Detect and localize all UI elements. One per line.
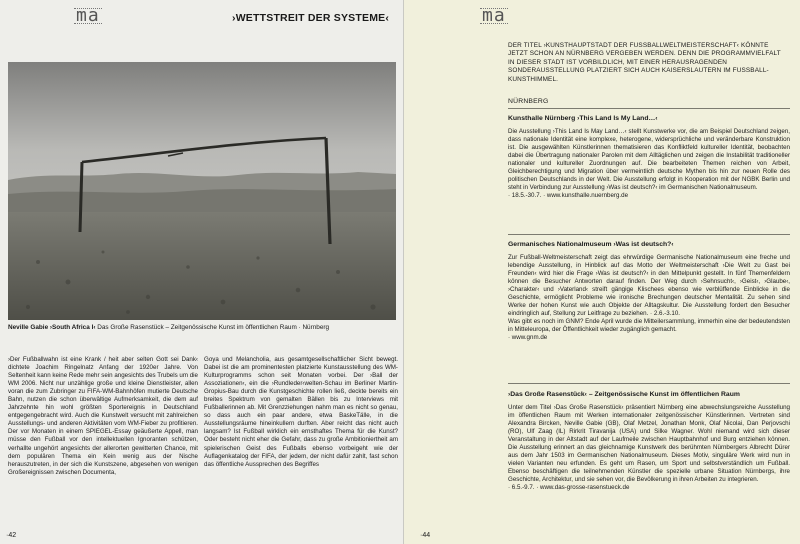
section-heading: Kunsthalle Nürnberg ›This Land Is My Land…‹ xyxy=(508,115,658,122)
article-column-1: ›Der Fußballwahn ist eine Krank / heit aber selten Gott sei Dank‹ dichtete Joachim Ringelnatz Anfang der 1920er Jahre. Von Seltenheit kann keine Rede mehr sein angesichts des Trubels um die WM 2006. Nicht nur unzählige große und kleine Dienstleister, allen voran die zum Zubringer zu FIFA-WM-Bahnhöfen mutierte Deutsche Bahn, nutzen die schon überwältige Aufmerksamkeit, die dem auf Jahrzehnte hin wohl größten Sportereignis in Deutschland entgegengebracht wird. Auch die Kunstwelt versucht mit zahlreichen Ausstellungs- und anderen Aktivitäten vom WM-Fieber zu profitieren. Der vor Monaten in einem SPIEGEL-Essay geäußerte Appell, man müsse den Fußball vor den intellektuellen Ignoranten schützen, verhallte ungehört angesichts der allerorten gewitterten Chance, mit dem populären Thema ein Kein wenig aus der Nische herauszutreten, in der sich die Kunstszene, abgesehen von wenigen Großereignissen zwischen Documenta, xyxy=(8,356,198,476)
page-header-title: ›WETTSTREIT DER SYSTEME‹ xyxy=(232,12,390,24)
section-rasenstueck xyxy=(508,390,790,493)
section-info: · 6.5.-9.7. · www.das-grosse-rasenstueck.de xyxy=(508,484,630,492)
section-heading: Germanisches Nationalmuseum ›Was ist deutsch?‹ xyxy=(508,241,674,248)
divider xyxy=(508,234,790,235)
section-body: Unter dem Titel ›Das Große Rasenstück‹ präsentiert Nürnberg eine abwechslungsreiche Ausstellung im öffentlichen Raum mit Werken internationaler zeitgenössischer Künstlerinnen. Vertreten sind Alexandra Bircken, Neville Gabie (GB), Olaf Metzel, Jonathan Monk, Olaf Nicolai, Dan Perjovschi (RO), Ulf Zaag (IL) Rirkrit Tiravanija (USA) und Silke Wagner. Wohl niemand wird sich dieser Veranstaltung in der Altstadt auf der Laufmeile zwischen Hauptbahnhof und Burg entziehen können. Die Ausstellung erinnert an das gleichnamige Kunstwerk des berühmten Nürnbergers Albrecht Dürer aus dem Jahr 1503 im Germanischen Nationalmuseum. Dieses Motiv, singuläre Werk wird nun in vielen Varianten neu erfunden. Es geht um Rasen, um Sport und selbstverständlich um Fußball. Ebenso beschäftigen die teilnehmenden Künstler die spezielle urbane Situation Nürnbergs, ihre Geschichte, Architektur, und sie sehen vor, die Bevölkerung in ihren Arbeiten zu integrieren. xyxy=(508,404,790,484)
magazine-logo: ma xyxy=(76,5,100,26)
section-extra: Was gibt es noch im GNM? Ende April wurde die Mitteilersammlung, immerhin eine der bedeutendsten in Mitteleuropa, der Öffentlichkeit wieder zugänglich gemacht. xyxy=(508,318,790,334)
intro-paragraph: DER TITEL ›KUNSTHAUPTSTADT DER FUSSBALLWELTMEISTERSCHAFT‹ KÖNNTE JETZT SCHON AN NÜRNBERG VERGEBEN WERDEN. DENN DIE PROGRAMMVIELFALT IN DIESER STADT IST VORBILDLICH, MIT EINER HERAUSRAGENDEN SONDERAUSSTELLUNG PLATZIERT SICH AUCH KAISERSLAUTERN IM FUSSBALL-KUNSTHIMMEL. xyxy=(508,42,781,83)
section-gnm xyxy=(508,240,790,343)
page-number: ·44 xyxy=(420,532,431,539)
goalpost-photo-drawing xyxy=(8,62,396,320)
divider xyxy=(508,383,790,384)
caption-text: Das Große Rasenstück – Zeitgenössische Kunst im öffentlichen Raum · Nürnberg xyxy=(95,324,330,331)
section-info: · 18.5.-30.7. · www.kunsthalle.nuernberg.de xyxy=(508,192,629,200)
divider xyxy=(508,108,790,109)
section-kunsthalle xyxy=(508,114,790,200)
photo-caption xyxy=(8,324,398,332)
section-body: Zur Fußball-Weltmeisterschaft zeigt das ehrwürdige Germanische Nationalmuseum eine freche und lebendige Ausstellung, in Hinblick auf das Motto der Weltmeisterschaft ›Die Welt zu Gast bei Freunden‹ wird hier die Frage ›Was ist deutsch?‹ in den Mittelpunkt gestellt. In fünf Themenfeldern können die Besucher Antworten darauf finden. Der Weg durch ›Sehnsucht‹, ›Geist‹, ›Glaube‹, ›Charakter‹ und ›Vaterland‹ streift gängige Klischees ebenso wie verblüffende Einblicke in die Geschichte, ermöglicht Probleme wie ironische Brechungen deutscher Mentalität. Zu sehen sind Werke der hohen Kunst wie auch Objekte der Alltagskultur. Die Ausstellung fordert den Besucher eindringlich auf, Stellung zur Leitfrage zu beziehen. · 2.6.-3.10. xyxy=(508,254,790,318)
goalpost-photo xyxy=(8,62,396,320)
magazine-logo: ma xyxy=(482,5,506,26)
article-column-2: Goya und Melancholia, aus gesamtgesellschaftlicher Sicht bewegt. Dabei ist die am prominentesten platzierte Kunstausstellung des WM-Kulturprogramms schon seit Monaten vorbei. Der ›Ball der Assoziationen‹, ein die ›Rundleder‹welten-Schau im Berliner Martin-Gropius-Bau durch die Kunstgeschichte rollen ließ, deckte bereits ein breites Spektrum von gemalten Bällen bis zu Interviews mit Fußballerinnen ab. Mit Grenzziehungen nahm man es nicht so genau, so dass auch ein paar andere, etwa BaskeTälle, in die Ausstellungsräume hineinkullern durften. Aber reicht das nicht auch langsam? Ist Fußball wirklich ein ernsthaftes Thema für die Kunst? Oder besteht nicht eher die Gefahr, dass zu große Ambitioniertheit am spielerischen Geist des Fußballs ebenso vorbeigeht wie der Auflagenkatalog der FIFA, der jedem, der nicht dafür zahlt, fast schon das öffentliche Aussprechen des Begriffes xyxy=(204,356,398,468)
section-info: · www.gnm.de xyxy=(508,334,548,342)
city-heading: NÜRNBERG xyxy=(508,98,549,105)
right-page xyxy=(404,0,800,544)
caption-artist: Neville Gabie ›South Africa I‹ xyxy=(8,324,96,331)
page-number: ·42 xyxy=(6,532,17,539)
section-body: Die Ausstellung ›This Land Is May Land…‹ stellt Kunstwerke vor, die am Beispiel Deutschland zeigen, dass nationale Identität eine komplexe, heterogene, widersprüchliche und veränderbare Konstruktion ist. Die ausgewählten Künstlerinnen thematisieren das Konfliktfeld kultureller Identität, beobachten dabei die Übertragung nationaler Parolen mit dem Alltäglichen und zeigen die Instabilität traditioneller nationaler und kultureller Zuordnungen auf. Die bearbeiteten Themen reichen von Arbeit, Gleichberechtigung und Migration über vermeintlich deutsche Mythen bis hin zur neuen Rolle des politischen Deutschlands in der Welt. Die Ausstellung erfolgt in Kooperation mit der NGBK Berlin und steht in Verbindung zur Ausstellung ›Was ist deutsch?‹ im Germanischen Nationalmuseum. xyxy=(508,128,790,192)
section-heading: ›Das Große Rasenstück‹ – Zeitgenössische Kunst im öffentlichen Raum xyxy=(508,391,740,398)
